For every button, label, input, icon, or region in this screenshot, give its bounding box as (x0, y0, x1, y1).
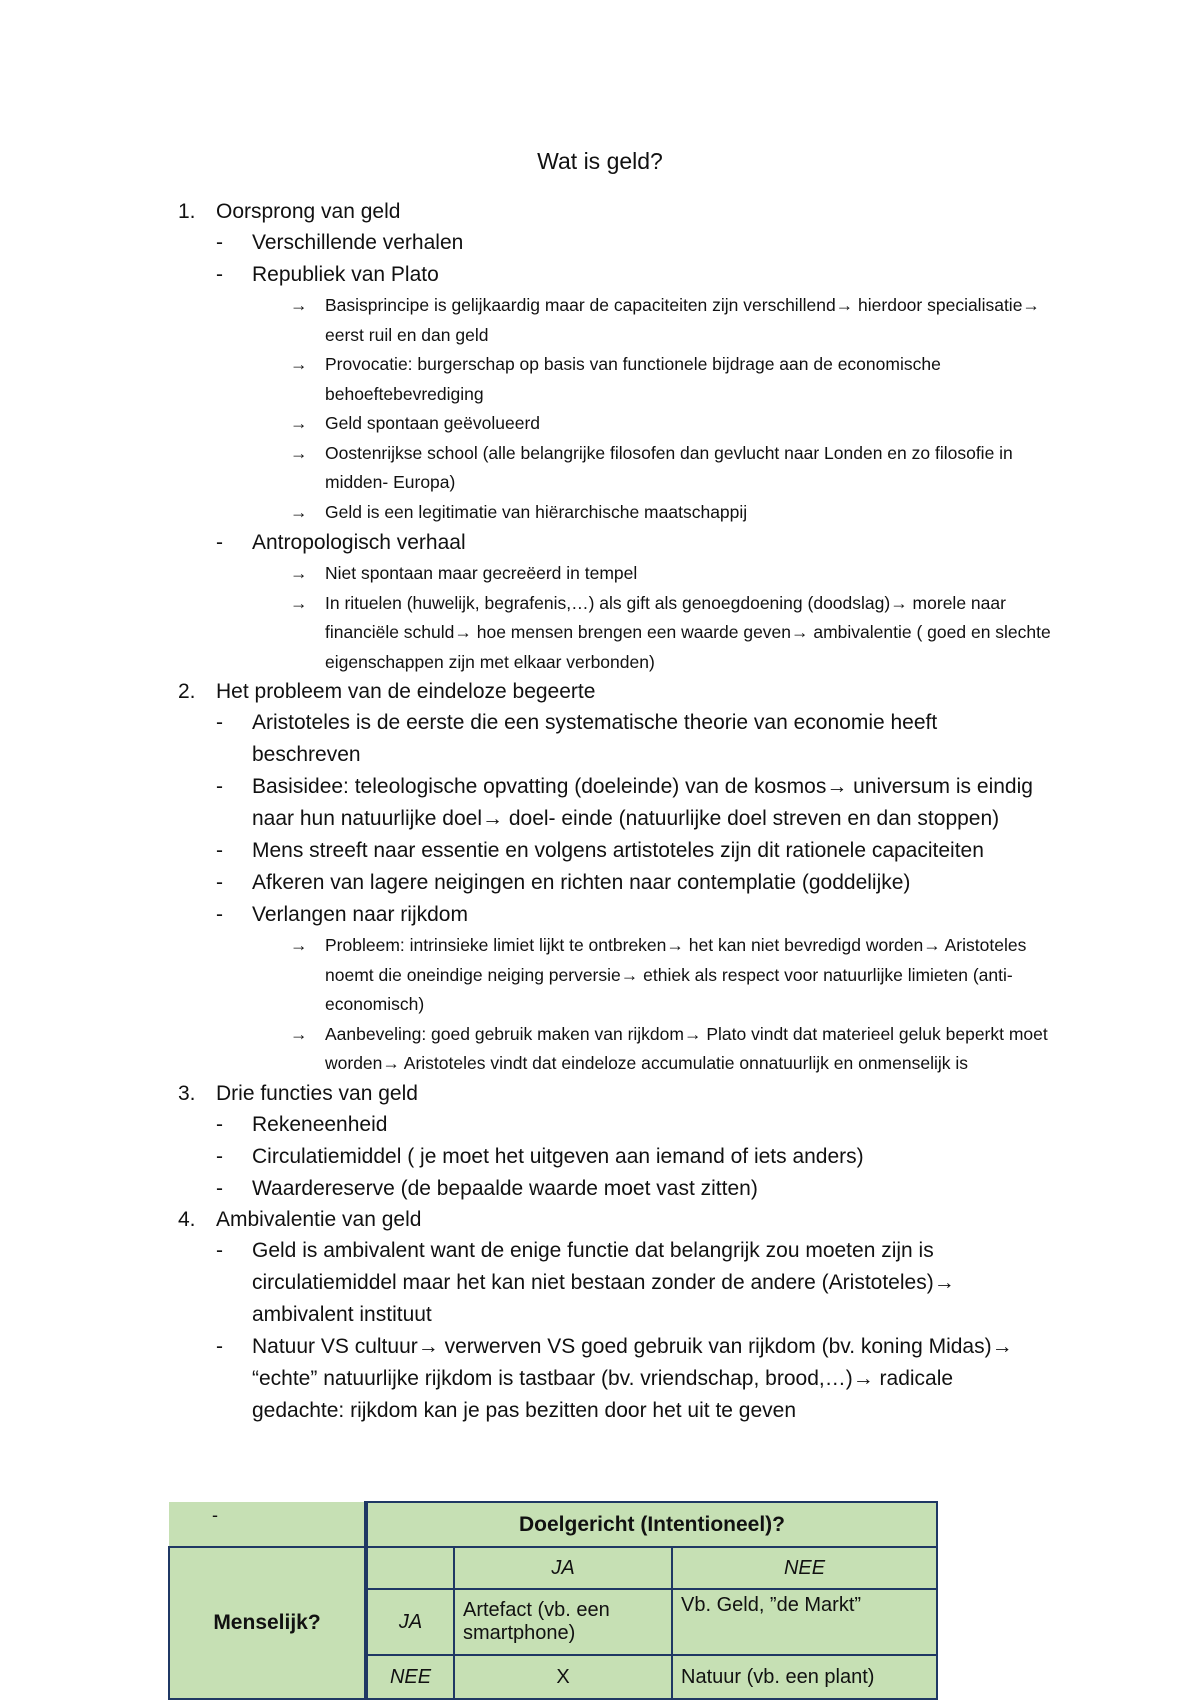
bullet-item (0, 899, 1200, 931)
page-title: Wat is geld? (537, 148, 663, 174)
section-heading (0, 677, 1200, 707)
row-header-menselijk: Menselijk? (169, 1547, 366, 1699)
section-title: Het probleem van de eindeloze begeerte (216, 680, 596, 703)
section-number: 4. (178, 1207, 196, 1231)
bullet-item (0, 259, 1200, 291)
classification-table (168, 1501, 936, 1698)
arrow-icon: → (290, 592, 308, 613)
section-title: Drie functies van geld (216, 1081, 418, 1105)
sub-bullet-text: Provocatie: burgerschap op basis van functionele bijdrage aan de economische behoeftebevrediging (325, 354, 941, 404)
bullet-dash: - (216, 871, 223, 894)
bullet-item (0, 867, 1200, 899)
bullet-dash: - (216, 1238, 223, 1262)
col-nee: NEE (672, 1547, 937, 1589)
sub-bullet-item (0, 1020, 1200, 1079)
bullet-item (0, 771, 1200, 835)
bullet-text: Verlangen naar rijkdom (252, 903, 468, 926)
arrow-icon: → (290, 1023, 308, 1044)
section-heading (0, 1205, 1200, 1235)
arrow-icon: → (290, 295, 308, 315)
cell-nee-nee: Natuur (vb. een plant) (672, 1655, 937, 1699)
sub-bullet-text: Oostenrijkse school (alle belangrijke filosofen dan gevlucht naar Londen en zo filosofie in midden- Europa) (325, 442, 1013, 492)
bullet-dash: - (216, 711, 223, 734)
sub-bullet-text: Aanbeveling: goed gebruik maken van rijkdom→ Plato vindt dat materieel geluk beperkt moet worden→ Aristoteles vindt dat eindeloze accumulatie onnatuurlijk en onmenselijk is (325, 1023, 1048, 1073)
bullet-dash: - (216, 1144, 223, 1168)
bullet-text: Mens streeft naar essentie en volgens artistoteles zijn dit rationele capaciteiten (252, 839, 984, 862)
bullet-dash: - (216, 1112, 223, 1136)
bullet-item (0, 1235, 1200, 1331)
cell-ja-nee: Vb. Geld, ”de Markt” (672, 1589, 937, 1655)
cell-ja-ja: Artefact (vb. een smartphone) (454, 1589, 672, 1655)
section-number: 2. (178, 680, 196, 703)
section-title: Ambivalentie van geld (216, 1207, 422, 1231)
row-nee: NEE (366, 1655, 454, 1699)
arrow-icon: → (290, 501, 308, 522)
section-number: 1. (178, 200, 196, 223)
bullet-text: Geld is ambivalent want de enige functie dat belangrijk zou moeten zijn is circulatiemiddel maar het kan niet bestaan zonder de andere (Aristoteles)→ ambivalent instituut (252, 1238, 955, 1326)
empty-subheader-cell (366, 1547, 454, 1589)
bullet-dash: - (216, 775, 223, 798)
bullet-text: Verschillende verhalen (252, 231, 464, 254)
arrow-icon: → (290, 442, 308, 463)
bullet-item (0, 1109, 1200, 1141)
sub-bullet-item (0, 409, 1200, 439)
section-heading (0, 197, 1200, 227)
bullet-item (0, 835, 1200, 867)
sub-bullet-text: Geld spontaan geëvolueerd (325, 413, 541, 433)
sub-bullet-item (0, 291, 1200, 350)
sub-bullet-item (0, 498, 1200, 528)
bullet-dash: - (216, 1176, 223, 1200)
bullet-text: Rekeneenheid (252, 1112, 388, 1136)
bullet-item (0, 527, 1200, 559)
table-corner-cell (169, 1502, 366, 1547)
section-number: 3. (178, 1081, 196, 1105)
bullet-text: Natuur VS cultuur→ verwerven VS goed gebruik van rijkdom (bv. koning Midas)→ “echte” natuurlijke rijkdom is tastbaar (bv. vriendschap, brood,…)→ radicale gedachte: rijkdom kan je pas bezitten door het uit te geven (252, 1334, 1013, 1422)
bullet-item (0, 1173, 1200, 1205)
bullet-item (0, 1141, 1200, 1173)
arrow-icon: → (290, 563, 308, 583)
col-header-doelgericht: Doelgericht (Intentioneel)? (366, 1502, 937, 1547)
sub-bullet-text: In rituelen (huwelijk, begrafenis,…) als gift als genoegdoening (doodslag)→ morele naar financiële schuld→ hoe mensen brengen een waarde geven→ ambivalentie ( goed en slechte eigenschappen zijn met elkaar verbonden) (325, 592, 1051, 672)
bullet-text: Aristoteles is de eerste die een systematische theorie van economie heeft beschreven (252, 711, 938, 766)
bullet-item (0, 227, 1200, 259)
section-heading (0, 1079, 1200, 1109)
arrow-icon: → (290, 413, 308, 433)
arrow-icon: → (290, 354, 308, 374)
sub-bullet-text: Basisprincipe is gelijkaardig maar de capaciteiten zijn verschillend→ hierdoor specialisatie→ eerst ruil en dan geld (325, 295, 1040, 345)
bullet-text: Circulatiemiddel ( je moet het uitgeven aan iemand of iets anders) (252, 1144, 864, 1168)
sub-bullet-item (0, 931, 1200, 1020)
bullet-dash: - (216, 839, 223, 862)
document-body (0, 197, 1200, 1427)
col-ja: JA (454, 1547, 672, 1589)
bullet-dash: - (216, 531, 223, 554)
arrow-icon: → (290, 935, 308, 955)
table-bullet-dash: - (212, 1505, 218, 1525)
row-ja: JA (366, 1589, 454, 1655)
bullet-dash: - (216, 263, 223, 286)
bullet-dash: - (216, 1334, 223, 1358)
bullet-text: Basisidee: teleologische opvatting (doeleinde) van de kosmos→ universum is eindig naar hun natuurlijke doel→ doel- einde (natuurlijke doel streven en dan stoppen) (252, 775, 1033, 830)
bullet-item (0, 707, 1200, 771)
sub-bullet-text: Probleem: intrinsieke limiet lijkt te ontbreken→ het kan niet bevredigd worden→ Aristoteles noemt die oneindige neiging perversie→ ethiek als respect voor natuurlijke limieten (anti- economisch) (325, 935, 1027, 1014)
bullet-text: Afkeren van lagere neigingen en richten naar contemplatie (goddelijke) (252, 871, 911, 894)
cell-nee-ja: X (454, 1655, 672, 1699)
sub-bullet-text: Geld is een legitimatie van hiërarchische maatschappij (325, 501, 748, 522)
sub-bullet-item (0, 350, 1200, 409)
bullet-text: Antropologisch verhaal (252, 531, 466, 554)
bullet-dash: - (216, 903, 223, 926)
sub-bullet-text: Niet spontaan maar gecreëerd in tempel (325, 563, 638, 583)
bullet-text: Waardereserve (de bepaalde waarde moet vast zitten) (252, 1176, 758, 1200)
bullet-item (0, 1331, 1200, 1427)
bullet-dash: - (216, 231, 223, 254)
sub-bullet-item (0, 589, 1200, 678)
sub-bullet-item (0, 439, 1200, 498)
section-title: Oorsprong van geld (216, 200, 401, 223)
bullet-text: Republiek van Plato (252, 263, 439, 286)
sub-bullet-item (0, 559, 1200, 589)
